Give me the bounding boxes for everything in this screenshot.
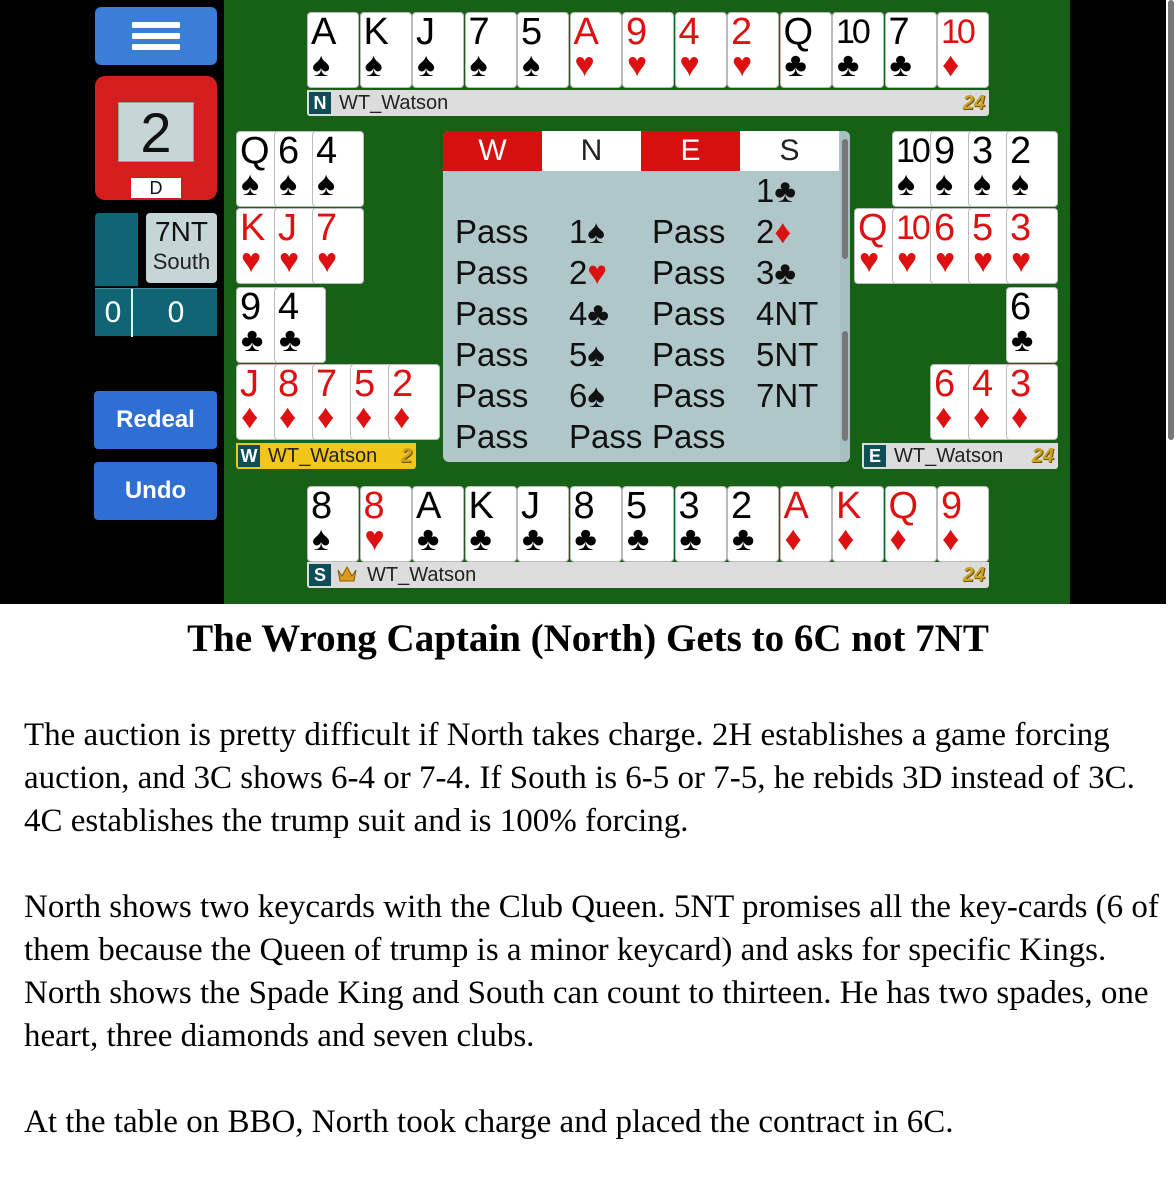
auction-header-east: E <box>641 131 740 171</box>
card-suit-icon: ♦ <box>393 398 411 436</box>
auction-header <box>443 131 839 171</box>
card-suit-icon: ♠ <box>469 46 488 84</box>
card-suit-icon: ♣ <box>1011 321 1034 359</box>
card-rank: 2 <box>1010 131 1029 172</box>
card-rank: K <box>468 486 491 527</box>
card-rank: 6 <box>278 131 297 172</box>
card-suit-icon: ♥ <box>279 242 300 280</box>
playing-card[interactable] <box>885 486 937 562</box>
board-indicator <box>95 76 217 200</box>
card-suit-icon: ♣ <box>889 46 912 84</box>
auction-box <box>443 131 850 462</box>
redeal-button[interactable]: Redeal <box>94 391 217 449</box>
undo-button[interactable]: Undo <box>94 462 217 520</box>
card-rank: Q <box>888 486 916 527</box>
card-suit-icon: ♥ <box>897 242 918 280</box>
auction-bid: Pass <box>455 295 529 332</box>
auction-header-west: W <box>443 131 542 171</box>
playing-card[interactable] <box>1006 364 1058 440</box>
auction-bid: Pass <box>652 254 726 291</box>
card-rank: 6 <box>1010 287 1029 328</box>
card-rank: 5 <box>521 12 540 53</box>
card-suit-icon: ♠ <box>279 165 298 203</box>
card-suit-icon: ♠ <box>317 165 336 203</box>
auction-bid: 6♠ <box>569 377 605 414</box>
article-paragraph-2: North shows two keycards with the Club Queen. 5NT promises all the key-cards (6 of them because the Queen of trump is a minor keycard) and asks for specific Kings. North shows the Spade King and South can count to thirteen. He has two spades, one heart, three diamonds and seven clubs. <box>24 889 1159 1054</box>
card-rank: J <box>521 486 537 527</box>
auction-bid: Pass <box>455 377 529 414</box>
card-rank: 10 <box>941 13 973 51</box>
card-suit-icon: ♠ <box>364 46 383 84</box>
card-rank: 8 <box>311 486 330 527</box>
playing-card[interactable] <box>517 486 569 562</box>
card-rank: A <box>783 486 806 527</box>
north-points: 24 <box>962 92 985 114</box>
card-suit-icon: ♥ <box>1011 242 1032 280</box>
playing-card[interactable] <box>570 486 622 562</box>
west-namebar <box>236 443 416 469</box>
card-rank: 6 <box>934 208 953 249</box>
card-suit-icon: ♠ <box>935 165 954 203</box>
card-rank: A <box>573 12 596 53</box>
playing-card[interactable] <box>1006 131 1058 207</box>
auction-bid: 5NT <box>756 336 819 373</box>
vulnerability-indicator <box>95 213 138 286</box>
auction-bid: 2♦ <box>756 213 792 250</box>
east-player-name: WT_Watson <box>894 445 1004 467</box>
card-suit-icon: ♠ <box>1011 165 1030 203</box>
dealer-label: D <box>131 178 181 198</box>
card-rank: 2 <box>731 486 750 527</box>
card-rank: Q <box>783 12 811 53</box>
card-suit-icon: ♥ <box>574 46 595 84</box>
article-title: The Wrong Captain (North) Gets to 6C not 7NT <box>187 617 989 660</box>
card-rank: 5 <box>354 364 373 405</box>
card-suit-icon: ♦ <box>279 398 297 436</box>
west-seat-badge: W <box>238 445 260 467</box>
playing-card[interactable] <box>937 486 989 562</box>
card-suit-icon: ♣ <box>837 46 860 84</box>
auction-bid: Pass <box>455 418 529 455</box>
south-namebar <box>307 562 989 588</box>
card-suit-icon: ♣ <box>241 321 264 359</box>
playing-card[interactable] <box>307 12 359 88</box>
card-rank: 5 <box>626 486 645 527</box>
card-suit-icon: ♣ <box>574 520 597 558</box>
card-suit-icon: ♦ <box>837 520 855 558</box>
card-suit-icon: ♠ <box>312 46 331 84</box>
card-suit-icon: ♦ <box>317 398 335 436</box>
south-seat-badge: S <box>309 564 331 586</box>
playing-card[interactable] <box>780 486 832 562</box>
auction-bid: Pass <box>569 418 643 455</box>
auction-bid: 3♣ <box>756 254 797 291</box>
playing-card[interactable] <box>360 486 412 562</box>
auction-bid: 7NT <box>756 377 819 414</box>
auction-scrollbar[interactable] <box>840 131 850 462</box>
card-suit-icon: ♥ <box>973 242 994 280</box>
playing-card[interactable] <box>412 12 464 88</box>
card-suit-icon: ♥ <box>732 46 753 84</box>
card-suit-icon: ♦ <box>241 398 259 436</box>
playing-card[interactable] <box>832 486 884 562</box>
scrollbar-thumb[interactable] <box>1168 0 1174 440</box>
card-rank: 4 <box>972 364 991 405</box>
playing-card[interactable] <box>727 486 779 562</box>
card-rank: 7 <box>316 364 335 405</box>
playing-card[interactable] <box>388 364 440 440</box>
card-suit-icon: ♣ <box>279 321 302 359</box>
card-rank: 8 <box>573 486 592 527</box>
auction-bid: 4♣ <box>569 295 610 332</box>
card-suit-icon: ♠ <box>312 520 331 558</box>
card-suit-icon: ♣ <box>469 520 492 558</box>
card-rank: 7 <box>316 208 335 249</box>
card-suit-icon: ♣ <box>679 520 702 558</box>
card-suit-icon: ♥ <box>859 242 880 280</box>
card-rank: 3 <box>1010 364 1029 405</box>
south-points: 24 <box>962 564 985 586</box>
crown-icon <box>337 565 357 583</box>
auction-bid: Pass <box>652 377 726 414</box>
card-suit-icon: ♥ <box>627 46 648 84</box>
playing-card[interactable] <box>274 287 326 363</box>
west-points: 2 <box>400 445 412 467</box>
score-ns: 0 <box>95 289 133 337</box>
playing-card[interactable] <box>465 12 517 88</box>
card-suit-icon: ♥ <box>935 242 956 280</box>
card-suit-icon: ♣ <box>732 520 755 558</box>
card-rank: 4 <box>316 131 335 172</box>
declarer-label: South <box>152 249 211 274</box>
north-player-name: WT_Watson <box>339 92 449 114</box>
card-rank: 2 <box>731 12 750 53</box>
card-rank: 8 <box>363 486 382 527</box>
playing-card[interactable] <box>937 12 989 88</box>
card-suit-icon: ♠ <box>417 46 436 84</box>
card-rank: 3 <box>1010 208 1029 249</box>
playing-card[interactable] <box>570 12 622 88</box>
playing-card[interactable] <box>675 486 727 562</box>
card-rank: J <box>240 364 256 405</box>
card-rank: A <box>311 12 334 53</box>
card-rank: 3 <box>972 131 991 172</box>
auction-bid: Pass <box>455 336 529 373</box>
playing-card[interactable] <box>312 131 364 207</box>
hamburger-icon <box>132 17 180 55</box>
score-box <box>95 288 217 336</box>
card-rank: 4 <box>278 287 297 328</box>
auction-bid: Pass <box>652 213 726 250</box>
playing-card[interactable] <box>412 486 464 562</box>
east-seat-badge: E <box>864 445 886 467</box>
playing-card[interactable] <box>832 12 884 88</box>
north-namebar <box>307 90 989 116</box>
article-paragraph-3: At the table on BBO, North took charge and placed the contract in 6C. <box>24 1104 954 1140</box>
contract-value: 7NT <box>155 216 208 247</box>
card-rank: K <box>363 12 386 53</box>
card-suit-icon: ♠ <box>241 165 260 203</box>
auction-bid: Pass <box>455 254 529 291</box>
east-namebar <box>862 443 1058 469</box>
card-rank: 7 <box>468 12 487 53</box>
card-suit-icon: ♥ <box>679 46 700 84</box>
card-suit-icon: ♠ <box>973 165 992 203</box>
card-rank: 9 <box>941 486 960 527</box>
card-suit-icon: ♦ <box>973 398 991 436</box>
card-rank: J <box>416 12 432 53</box>
east-points: 24 <box>1031 445 1054 467</box>
card-rank: 4 <box>678 12 697 53</box>
south-player-name: WT_Watson <box>367 564 477 586</box>
card-suit-icon: ♦ <box>355 398 373 436</box>
card-rank: 7 <box>888 12 907 53</box>
card-rank: 10 <box>836 13 868 51</box>
card-rank: 8 <box>278 364 297 405</box>
card-rank: 5 <box>972 208 991 249</box>
auction-bid: 1♣ <box>756 172 797 209</box>
playing-card[interactable] <box>312 208 364 284</box>
auction-bid: Pass <box>652 336 726 373</box>
playing-card[interactable] <box>675 12 727 88</box>
auction-bid: Pass <box>652 418 726 455</box>
playing-card[interactable] <box>622 12 674 88</box>
card-suit-icon: ♥ <box>241 242 262 280</box>
card-suit-icon: ♣ <box>417 520 440 558</box>
north-seat-badge: N <box>309 92 331 114</box>
card-rank: 9 <box>240 287 259 328</box>
card-rank: 10 <box>896 209 928 247</box>
playing-card[interactable] <box>360 12 412 88</box>
auction-bid: 1♠ <box>569 213 605 250</box>
card-suit-icon: ♥ <box>317 242 338 280</box>
auction-bid: Pass <box>652 295 726 332</box>
playing-card[interactable] <box>307 486 359 562</box>
card-rank: K <box>240 208 263 249</box>
playing-card[interactable] <box>1006 287 1058 363</box>
score-ew: 0 <box>167 296 185 329</box>
menu-button[interactable] <box>95 7 217 65</box>
auction-header-south: S <box>740 131 839 171</box>
card-suit-icon: ♦ <box>935 398 953 436</box>
card-rank: Q <box>858 208 885 249</box>
card-rank: 9 <box>934 131 953 172</box>
card-rank: 6 <box>934 364 953 405</box>
card-rank: J <box>278 208 294 249</box>
card-suit-icon: ♦ <box>1011 398 1029 436</box>
card-suit-icon: ♠ <box>522 46 541 84</box>
card-suit-icon: ♣ <box>784 46 807 84</box>
card-suit-icon: ♦ <box>784 520 802 558</box>
card-rank: Q <box>240 131 267 172</box>
auction-header-north: N <box>542 131 641 171</box>
board-number: 2 <box>118 102 194 162</box>
card-suit-icon: ♣ <box>522 520 545 558</box>
card-rank: 9 <box>626 12 645 53</box>
card-rank: K <box>836 486 859 527</box>
auction-bid: 5♠ <box>569 336 605 373</box>
article-paragraph-1: The auction is pretty difficult if North takes charge. 2H establishes a game forcing auction, and 3C shows 6-4 or 7-4. If South is 6-5 or 7-5, he rebids 3D instead of 3C. 4C establishes the trump suit and is 100% forcing. <box>24 717 1135 839</box>
card-suit-icon: ♥ <box>364 520 385 558</box>
auction-scrollbar-thumb-lower[interactable] <box>842 331 848 441</box>
card-suit-icon: ♦ <box>942 520 960 558</box>
playing-card[interactable] <box>517 12 569 88</box>
contract-box <box>146 213 217 283</box>
card-suit-icon: ♣ <box>627 520 650 558</box>
card-rank: 3 <box>678 486 697 527</box>
card-rank: 10 <box>896 132 928 170</box>
auction-scrollbar-thumb[interactable] <box>842 139 848 259</box>
card-suit-icon: ♠ <box>897 165 916 203</box>
playing-card[interactable] <box>1006 208 1058 284</box>
card-rank: 2 <box>392 364 411 405</box>
playing-card[interactable] <box>780 12 832 88</box>
west-player-name: WT_Watson <box>268 445 378 467</box>
card-suit-icon: ♦ <box>889 520 907 558</box>
card-suit-icon: ♦ <box>942 46 960 84</box>
playing-card[interactable] <box>885 12 937 88</box>
auction-bid: Pass <box>455 213 529 250</box>
card-rank: A <box>416 486 439 527</box>
playing-card[interactable] <box>727 12 779 88</box>
playing-card[interactable] <box>465 486 517 562</box>
playing-card[interactable] <box>622 486 674 562</box>
auction-bid: 4NT <box>756 295 819 332</box>
scrollbar[interactable] <box>1166 0 1176 604</box>
auction-bid: 2♥ <box>569 254 607 291</box>
